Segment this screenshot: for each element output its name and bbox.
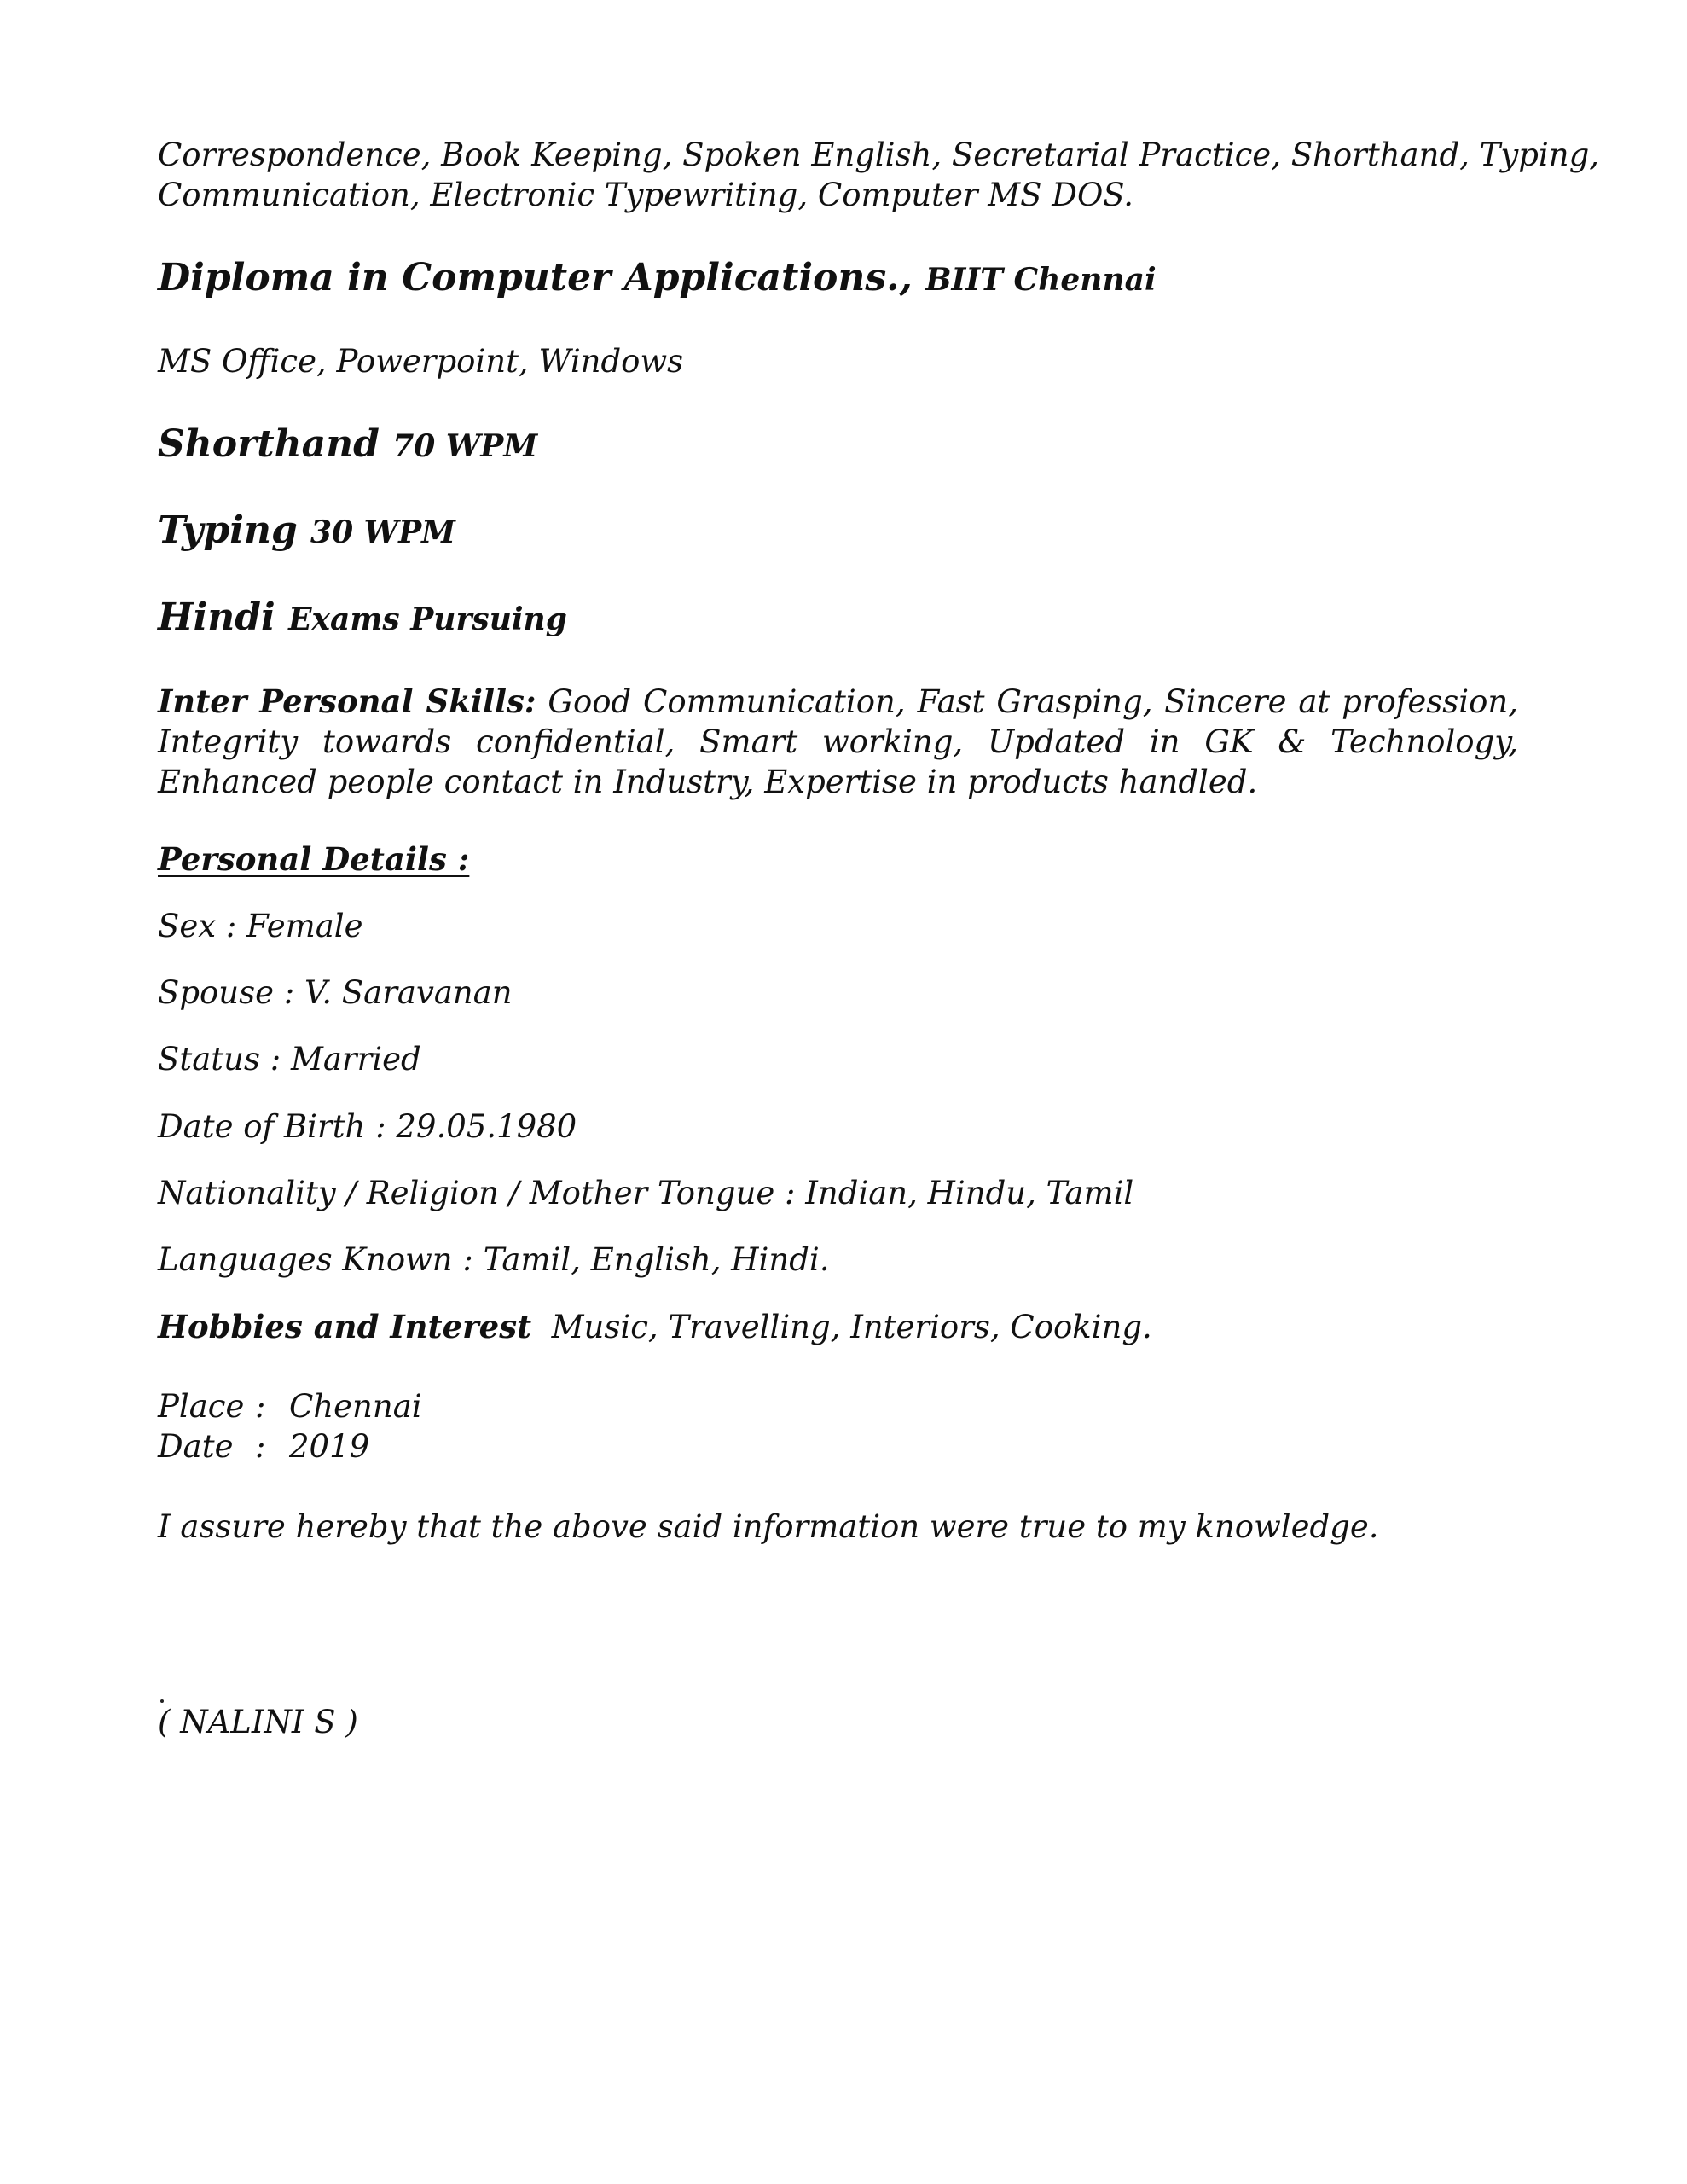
education-subjects [158,135,1599,215]
personal-details-heading: Personal Details : [158,840,470,878]
shorthand-label: Shorthand [158,422,380,466]
interpersonal-label: Inter Personal Skills: [158,682,536,720]
place-row [158,1386,422,1426]
hobbies-text: Music, Travelling, Interiors, Cooking. [551,1309,1152,1345]
diploma-institute: BIIT Chennai [925,262,1157,298]
place-date-table [158,1386,422,1467]
detail-languages: Languages Known : Tamil, English, Hindi. [158,1241,830,1278]
place-value: Chennai [289,1388,422,1425]
detail-date-of-birth: Date of Birth : 29.05.1980 [158,1108,577,1145]
typing-value: 30 WPM [310,514,456,550]
detail-sex: Sex : Female [158,908,363,944]
education-subjects-line-1: Correspondence, Book Keeping, Spoken English, Secretarial Practice, Shorthand, Typing, [158,136,1600,173]
hindi-label: Hindi [158,595,275,639]
hobbies-label: Hobbies and Interest [158,1308,532,1345]
diploma-heading [158,256,1157,302]
education-subjects-line-2: Communication, Electronic Typewriting, Computer MS DOS. [158,177,1134,213]
hobbies [158,1307,1152,1347]
interpersonal-text: Good Communication, Fast Grasping, Sincere at profession, Integrity towards confidential, Smart working, Updated in GK & Technology, Enhanced people contact in Industry, Expertise in products handled. [158,683,1518,800]
place-date [158,1386,422,1467]
date-label: Date [158,1428,234,1465]
declaration: I assure hereby that the above said information were true to my knowledge. [158,1508,1379,1545]
diploma-title: Diploma in Computer Applications., [158,256,913,299]
hindi-heading [158,595,567,642]
typing-label: Typing [158,508,298,552]
typing-heading [158,508,455,555]
date-row [158,1426,422,1467]
shorthand-heading [158,422,537,468]
place-label: Place [158,1388,245,1425]
place-separator: : [255,1388,266,1425]
detail-status: Status : Married [158,1041,421,1077]
detail-nationality: Nationality / Religion / Mother Tongue : Indian, Hindu, Tamil [158,1175,1134,1211]
hindi-value: Exams Pursuing [288,601,567,637]
diploma-details: MS Office, Powerpoint, Windows [158,343,684,380]
shorthand-value: 70 WPM [392,428,538,464]
interpersonal-skills [158,682,1518,802]
date-value: 2019 [289,1428,370,1465]
detail-spouse: Spouse : V. Saravanan [158,974,513,1011]
signature-name: ( NALINI S ) [158,1704,358,1740]
date-separator: : [255,1428,266,1465]
